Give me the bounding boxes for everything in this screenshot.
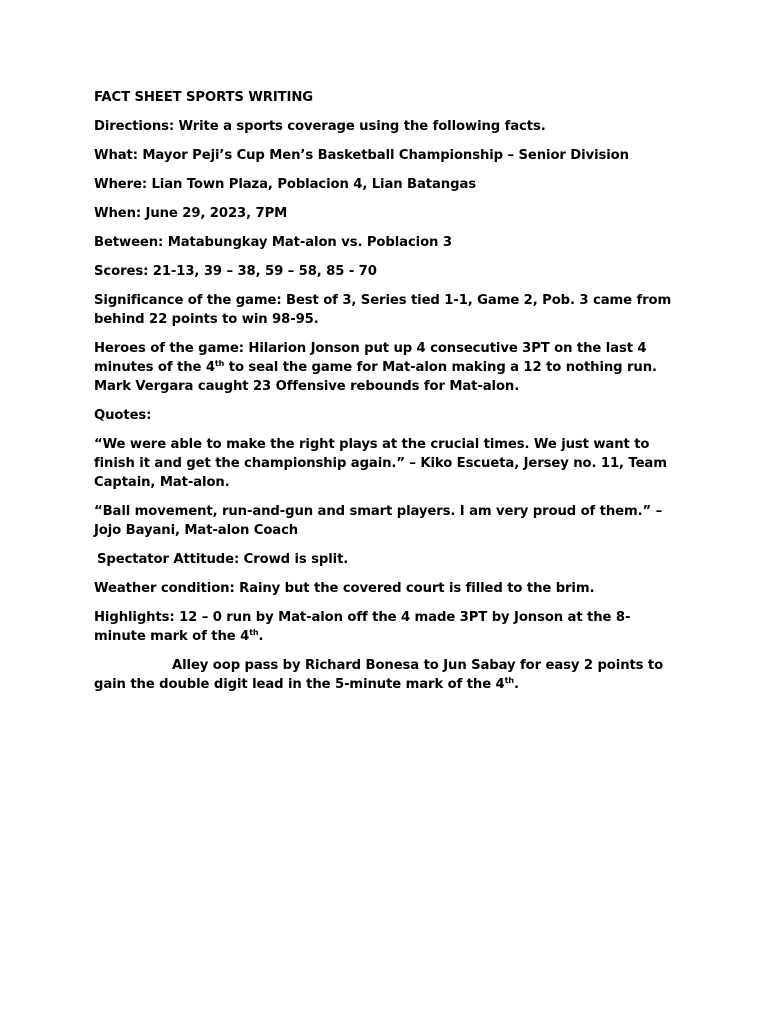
fact-sheet-document <box>94 88 679 704</box>
quote-captain: “We were able to make the right plays at the crucial times. We just want to finish it and get the championship again.” – Kiko Escueta, Jersey no. 11, Team Captain, Mat-alon. <box>94 437 667 490</box>
directions-text: Directions: Write a sports coverage using the following facts. <box>94 119 546 134</box>
scores-fact: Scores: 21-13, 39 – 38, 59 – 58, 85 - 70 <box>94 264 377 279</box>
when-fact: When: June 29, 2023, 7PM <box>94 206 288 221</box>
between-fact: Between: Matabungkay Mat-alon vs. Poblacion 3 <box>94 235 452 250</box>
heroes-ordinal-suffix: th <box>214 359 225 368</box>
document-title: FACT SHEET SPORTS WRITING <box>94 90 313 105</box>
quotes-label: Quotes: <box>94 408 152 423</box>
heroes-text-part2: to seal the game for Mat-alon making a 12 to nothing run. Mark Vergara caught 23 Offensive rebounds for Mat-alon. <box>94 360 657 394</box>
highlight-one-ordinal-suffix: th <box>249 628 259 637</box>
where-fact: Where: Lian Town Plaza, Poblacion 4, Lian Batangas <box>94 177 476 192</box>
spectator-fact: Spectator Attitude: Crowd is split. <box>97 552 349 567</box>
highlight-two-ordinal-suffix: th <box>504 676 514 685</box>
heroes-text-part1: Heroes of the game: Hilarion Jonson put up 4 consecutive 3PT on the last 4 minutes of the 4 <box>94 341 647 375</box>
highlight-one-part2: . <box>258 629 264 644</box>
highlight-one-part1: Highlights: 12 – 0 run by Mat-alon off the 4 made 3PT by Jonson at the 8-minute mark of the 4 <box>94 610 631 644</box>
quote-coach: “Ball movement, run-and-gun and smart players. I am very proud of them.” – Jojo Bayani, Mat-alon Coach <box>94 504 663 538</box>
what-fact: What: Mayor Peji’s Cup Men’s Basketball Championship – Senior Division <box>94 148 629 163</box>
highlight-two-part2: . <box>513 677 519 692</box>
weather-fact: Weather condition: Rainy but the covered court is filled to the brim. <box>94 581 595 596</box>
highlight-two <box>94 656 679 694</box>
significance-fact: Significance of the game: Best of 3, Series tied 1-1, Game 2, Pob. 3 came from behind 22 points to win 98-95. <box>94 293 672 327</box>
highlight-two-part1: Alley oop pass by Richard Bonesa to Jun Sabay for easy 2 points to gain the double digit lead in the 5-minute mark of the 4 <box>94 658 664 692</box>
highlight-one <box>94 608 679 646</box>
heroes-fact <box>94 339 679 396</box>
